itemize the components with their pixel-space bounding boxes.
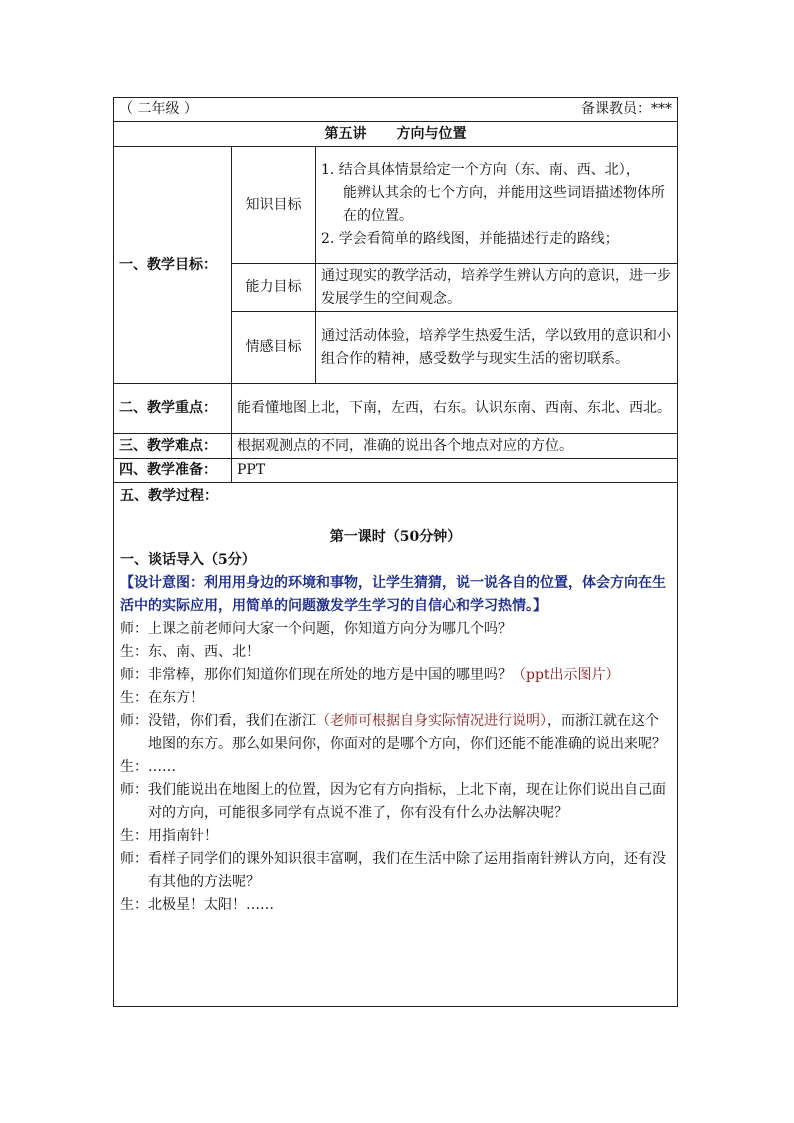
key-points-content: 能看懂地图上北，下南，左西，右东。认识东南、西南、东北、西北。 [232,384,678,434]
dialog-text: 北极星！太阳！…… [148,897,274,913]
speaker: 师： [120,713,148,729]
dialog-text: 东、南、西、北！ [148,644,260,660]
process-cell [114,483,678,1007]
key-points-label: 二、教学重点： [114,384,232,434]
speaker: 师： [120,667,148,683]
dialog-line [120,894,671,917]
difficulty-row [114,434,678,459]
difficulty-content: 根据观测点的不同，准确的说出各个地点对应的方位。 [232,434,678,459]
lesson-plan-table [113,97,678,1007]
speaker: 生： [120,897,148,913]
dialog-line [120,664,671,687]
speaker: 生： [120,828,148,844]
dialog-line [120,848,671,894]
dialog-text: 我们能说出在地图上的位置，因为它有方向指标，上北下南，现在让你们说出自己面对的方向，可能很多同学有点说不准了，你有没有什么办法解决呢？ [148,782,666,821]
dialog-line [120,779,671,825]
dialog-text-after: ，而浙江就在这个地图的东方。那么如果问你，你面对的是哪个方向，你们还能不能准确的说出来呢？ [148,713,666,752]
dialog-text: 用指南针！ [148,828,218,844]
knowledge-objective-row [114,147,678,264]
dialog-line [120,756,671,779]
dialog-line [120,618,671,641]
grade-label: （ 二年级 ） [119,101,198,117]
dialog-line [120,687,671,710]
speaker: 生： [120,690,148,706]
key-points-row [114,384,678,434]
ability-objective-label: 能力目标 [232,264,316,312]
preparation-label: 四、教学准备： [114,459,232,483]
dialog-text [148,664,671,687]
lesson-period-title: 第一课时（50分钟） [329,529,462,545]
difficulty-label: 三、教学难点： [114,434,232,459]
dialog-text: 上课之前老师问大家一个问题，你知道方向分为哪几个吗？ [148,621,512,637]
step-1-title: 一、谈话导入（5分） [120,552,256,568]
lesson-title-cell [114,122,678,147]
dialog-text [148,710,671,756]
dialog-note: （ppt出示图片） [512,667,620,683]
emotion-objective-label: 情感目标 [232,312,316,384]
knowledge-item-2: 2. 学会看简单的路线图，并能描述行走的路线； [321,231,619,247]
dialog-note: （老师可根据自身实际情况进行说明） [316,713,547,729]
emotion-objective-content: 通过活动体验，培养学生热爱生活，学以致用的意识和小组合作的精神，感受数学与现实生活的密切联系。 [316,312,678,384]
dialog-text-main: 非常棒，那你们知道你们现在所处的地方是中国的哪里吗？ [148,667,512,683]
knowledge-objective-label: 知识目标 [232,147,316,264]
speaker: 生： [120,759,148,775]
objectives-label: 一、教学目标： [114,147,232,384]
dialog-text-before: 没错，你们看，我们在浙江 [148,713,316,729]
knowledge-objective-content [316,147,678,264]
header-cell [114,98,678,122]
process-label: 五、教学过程： [120,488,218,504]
knowledge-item-1-cont: 能辨认其余的七个方向，并能用这些词语描述物体所在的位置。 [343,185,665,224]
dialog-text: 看样子同学们的课外知识很丰富啊，我们在生活中除了运用指南针辨认方向，还有没有其他的方法呢？ [148,851,666,890]
dialog-text: 在东方！ [148,690,204,706]
dialog-text: …… [148,759,176,775]
preparation-row [114,459,678,483]
speaker: 师： [120,782,148,798]
ability-objective-content: 通过现实的教学活动，培养学生辨认方向的意识，进一步发展学生的空间观念。 [316,264,678,312]
process-row [114,483,678,1007]
speaker: 师： [120,621,148,637]
knowledge-item-1: 1. 结合具体情景给定一个方向（东、南、西、北）， [321,162,640,178]
preparation-content: PPT [232,459,678,483]
teacher-label: 备课教员：*** [581,101,673,117]
dialog-line [120,825,671,848]
dialog-line [120,710,671,756]
speaker: 师： [120,851,148,867]
design-intent: 【设计意图：利用用身边的环境和事物，让学生猜猜，说一说各自的位置，体会方向在生活中的实际应用，用简单的问题激发学生学习的自信心和学习热情。】 [120,575,666,614]
lecture-number: 第五讲 [324,125,367,142]
speaker: 生： [120,644,148,660]
dialog-line [120,641,671,664]
header-row [114,98,678,122]
lecture-topic: 方向与位置 [396,125,467,142]
title-row [114,122,678,147]
